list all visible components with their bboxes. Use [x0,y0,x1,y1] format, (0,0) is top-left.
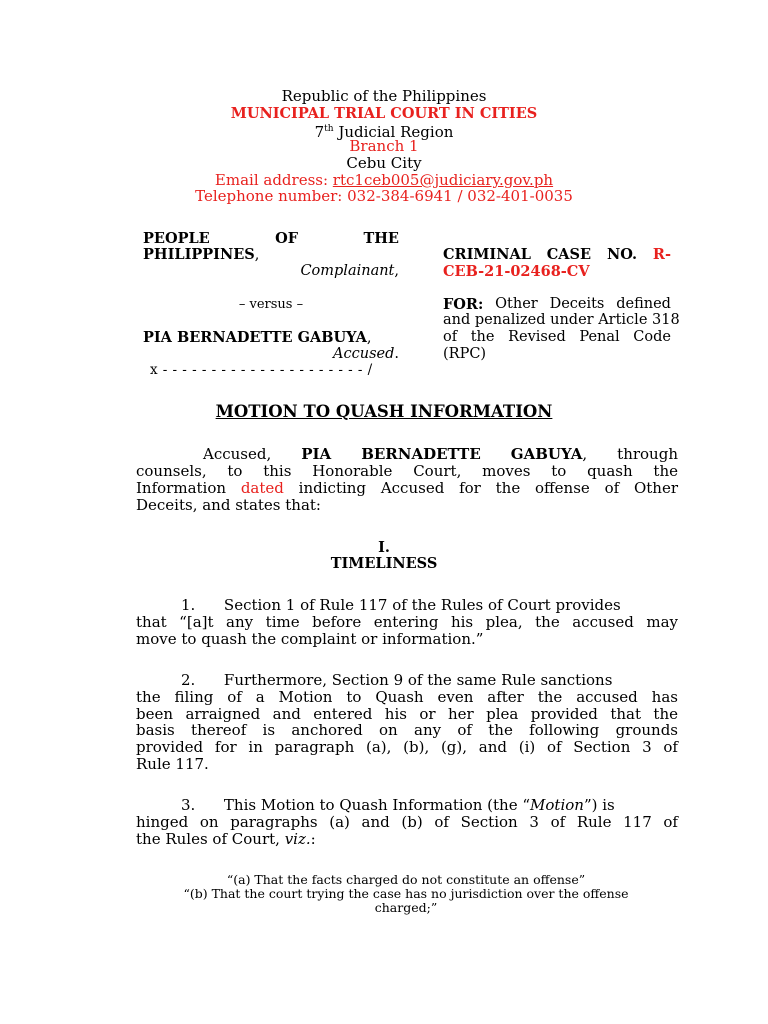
header-branch: Branch 1 [349,137,419,155]
case-number-line1 [443,246,671,263]
plaintiff-name: PHILIPPINES [143,246,255,263]
offense-line2: and penalized under Article 318 [443,312,680,328]
accused-label: Accused [333,346,395,362]
quote-ground-a: “(a) That the facts charged do not constitute an offense” [226,872,586,887]
quote-ground-b: “(b) That the court trying the case has no jurisdiction over the offense [183,886,629,901]
region-number: 7 [314,123,325,141]
word: NO. [606,246,638,263]
intro-text: indicting Accused for the offense of Other [283,479,678,497]
para3-text: the Rules of Court, [136,830,285,848]
header-republic: Republic of the Philippines [281,87,487,105]
accused-name-word: GABUYA [510,445,583,463]
caption-plaintiff-line1 [143,230,399,247]
para3-text: 3. This Motion to Quash Information (the “ [181,796,531,814]
case-prefix: R- [652,246,671,263]
word: CASE [546,246,592,263]
word: defined [616,296,671,312]
para2-line1: 2. Furthermore, Section 9 of the same Rule sanctions [181,671,613,689]
para3-line2: hinged on paragraphs (a) and (b) of Section 3 of Rule 117 of [136,813,678,831]
para3-line1 [181,797,678,814]
intro-line2: counsels, to this Honorable Court, moves to quash the [136,462,678,480]
para2-line6: Rule 117. [136,755,209,773]
accused-name-word: BERNADETTE [361,445,481,463]
accused-name-last [511,446,587,463]
comma: , [582,445,588,463]
header-city: Cebu City [346,154,422,172]
caption-complainant [143,263,399,280]
for-label: FOR: [443,296,484,313]
para1-line3: move to quash the complaint or information.” [136,630,484,648]
region-text: Judicial Region [333,123,454,141]
email-link[interactable]: rtc1ceb005@judiciary.gov.ph [332,171,554,189]
para1-line1: 1. Section 1 of Rule 117 of the Rules of Court provides [181,596,621,614]
caption-x-line: x - - - - - - - - - - - - - - - - - - - - - / [150,362,373,378]
viz-term: viz. [284,830,311,848]
quote-ground-b-cont: charged;” [374,900,438,915]
region-superscript: th [324,124,334,134]
accused-name-word: PIA [301,445,332,463]
accused-comma: , [366,330,372,346]
offense-line4: (RPC) [443,346,487,362]
word: OF [275,230,299,247]
para3-text: : [310,830,316,848]
para3-text: ”) is [583,796,615,814]
header-court-name: MUNICIPAL TRIAL COURT IN CITIES [230,105,538,122]
para2-line3: been arraigned and entered his or her plea provided that the [136,705,678,723]
dated-placeholder: dated [240,479,284,497]
intro-text: Information [136,479,241,497]
intro-line3 [136,480,678,497]
section-numeral: I. [378,539,390,556]
para2-line5: provided for in paragraph (a), (b), (g), and (i) of Section 3 of [136,738,678,756]
motion-title: MOTION TO QUASH INFORMATION [215,402,553,421]
word: CRIMINAL [443,246,531,263]
word: through [617,445,678,463]
header-telephone: Telephone number: 032-384-6941 / 032-401-0035 [195,187,573,205]
complainant-label: Complainant [300,263,395,279]
para2-line4: basis thereof is anchored on any of the following grounds [136,721,678,739]
section-heading: TIMELINESS [330,555,438,572]
complainant-comma: , [394,263,399,279]
word: Other [495,296,538,312]
intro-line1 [203,446,678,463]
para1-line2: that “[a]t any time before entering his plea, the accused may [136,613,678,631]
offense-line3: of the Revised Penal Code [443,329,671,345]
word: Deceits [549,296,605,312]
case-number: CEB-21-02468-CV [443,263,590,280]
caption-plaintiff-line2 [143,246,259,264]
offense-line1 [443,296,671,313]
accused-period: . [394,346,399,362]
word: PEOPLE [143,230,210,247]
caption-accused-label [143,346,399,363]
para2-line2: the filing of a Motion to Quash even after the accused has [136,688,678,706]
plaintiff-comma: , [254,247,260,263]
word: THE [363,230,399,247]
para3-line3 [136,831,678,848]
intro-line4: Deceits, and states that: [136,496,321,514]
caption-accused-name [143,329,371,347]
word: Accused, [203,445,272,463]
motion-term: Motion [530,796,584,814]
email-label: Email address: [214,171,333,189]
caption-versus: – versus – [238,297,304,312]
accused-name: PIA BERNADETTE GABUYA [143,329,367,346]
